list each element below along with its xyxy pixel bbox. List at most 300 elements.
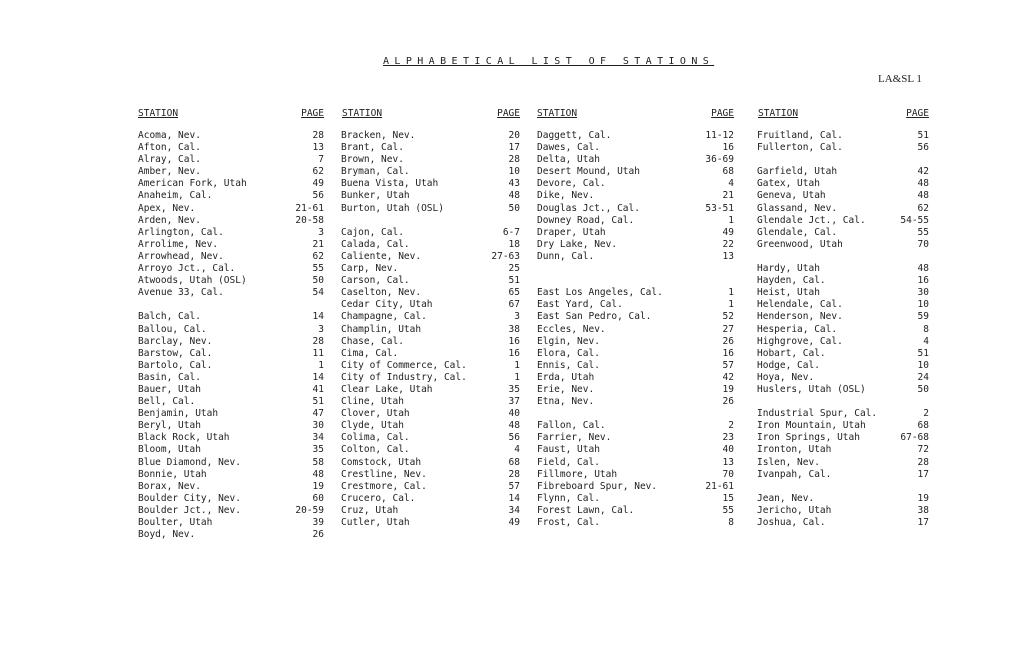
station-row <box>757 324 929 336</box>
station-row <box>537 166 734 178</box>
station-page: 23 <box>722 432 734 444</box>
station-name: Frost, Cal. <box>537 517 600 528</box>
station-page: 48 <box>917 263 929 275</box>
station-page: 51 <box>508 275 520 287</box>
station-page: 19 <box>312 480 324 492</box>
station-page: 4 <box>514 444 520 456</box>
station-name: Colima, Cal. <box>341 432 410 444</box>
station-page: 49 <box>722 226 734 238</box>
station-page: 55 <box>312 263 324 275</box>
station-name: Buena Vista, Utah <box>341 178 439 190</box>
station-row <box>537 215 734 227</box>
station-row <box>757 517 929 529</box>
station-name: Afton, Cal. <box>138 142 201 154</box>
station-name: Desert Mound, Utah <box>537 166 640 178</box>
station-row <box>138 529 324 541</box>
station-name: Henderson, Nev. <box>757 311 843 323</box>
station-page: 50 <box>312 275 324 287</box>
station-header-4: STATION <box>758 108 799 119</box>
station-name: Huslers, Utah (OSL) <box>757 383 866 395</box>
station-row <box>757 420 929 432</box>
station-row <box>138 432 324 444</box>
station-name: Highgrove, Cal. <box>757 335 843 347</box>
station-page: 59 <box>917 311 929 323</box>
station-row <box>537 396 734 408</box>
station-page: 26 <box>722 396 734 408</box>
station-row <box>757 287 929 299</box>
station-row <box>138 166 324 178</box>
station-row <box>138 142 324 154</box>
station-page: 15 <box>722 492 734 504</box>
station-name: Heist, Utah <box>757 287 820 299</box>
station-name: Iron Mountain, Utah <box>757 420 866 432</box>
station-row <box>138 178 324 190</box>
station-page: 1 <box>514 371 520 383</box>
station-name: Fallon, Cal. <box>537 420 606 432</box>
station-page: 20-58 <box>295 214 324 226</box>
station-row <box>537 311 734 323</box>
station-page: 30 <box>312 420 324 432</box>
station-page: 28 <box>312 130 324 141</box>
station-row <box>757 239 929 251</box>
station-row <box>138 275 324 287</box>
station-name: Flynn, Cal. <box>537 492 600 504</box>
station-row <box>341 166 520 178</box>
station-page: 3 <box>318 323 324 335</box>
station-page: 1 <box>728 214 734 226</box>
station-page: 51 <box>917 130 929 141</box>
station-name: Arrowhead, Nev. <box>138 250 224 262</box>
station-row <box>138 384 324 396</box>
station-row <box>138 493 324 505</box>
document-title: ALPHABETICAL LIST OF STATIONS <box>383 56 715 67</box>
station-name: Ballou, Cal. <box>138 323 207 335</box>
station-name: Bracken, Nev. <box>341 130 416 141</box>
station-name: Ivanpah, Cal. <box>757 468 832 480</box>
station-name: Hoya, Nev. <box>757 371 815 383</box>
station-row <box>138 420 324 432</box>
station-name: Boulder City, Nev. <box>138 492 241 504</box>
station-row <box>757 190 929 202</box>
station-page: 35 <box>508 383 520 395</box>
station-name: Balch, Cal. <box>138 311 201 323</box>
station-name: Cruz, Utah <box>341 504 399 516</box>
station-page: 17 <box>508 142 520 154</box>
station-name: Crestline, Nev. <box>341 468 427 480</box>
station-name: Bauer, Utah <box>138 383 201 395</box>
station-page: 55 <box>722 504 734 516</box>
station-name: Anaheim, Cal. <box>138 190 213 202</box>
station-name: Ironton, Utah <box>757 444 832 456</box>
station-page: 20-59 <box>295 504 324 516</box>
station-name: Beryl, Utah <box>138 420 201 432</box>
station-page: 14 <box>508 492 520 504</box>
station-page: 37 <box>508 396 520 408</box>
station-row <box>341 336 520 348</box>
station-page: 60 <box>312 492 324 504</box>
station-page: 4 <box>728 178 734 190</box>
station-page: 16 <box>722 347 734 359</box>
station-name: Benjamin, Utah <box>138 408 219 420</box>
station-name: Clyde, Utah <box>341 420 404 432</box>
station-row <box>138 372 324 384</box>
station-name: Brant, Cal. <box>341 142 404 154</box>
station-row <box>537 420 734 432</box>
station-name: Dawes, Cal. <box>537 142 600 154</box>
station-row <box>757 178 929 190</box>
station-page: 1 <box>514 359 520 371</box>
station-row <box>537 299 734 311</box>
station-page: 14 <box>312 311 324 323</box>
station-header-3: STATION <box>537 108 578 119</box>
station-page: 67 <box>508 299 520 311</box>
station-name: Black Rock, Utah <box>138 432 230 444</box>
station-page: 38 <box>508 323 520 335</box>
station-row <box>537 517 734 529</box>
station-name: Dry Lake, Nev. <box>537 238 618 250</box>
station-row <box>341 190 520 202</box>
station-name: Hesperia, Cal. <box>757 323 838 335</box>
station-name: Hayden, Cal. <box>757 275 826 287</box>
station-row <box>757 432 929 444</box>
station-page: 35 <box>312 444 324 456</box>
document-code: LA&SL 1 <box>878 73 922 85</box>
station-row <box>138 311 324 323</box>
station-row <box>341 251 520 263</box>
station-row <box>757 311 929 323</box>
station-page: 25 <box>508 263 520 275</box>
station-row <box>341 275 520 287</box>
station-row <box>537 360 734 372</box>
station-page: 2 <box>923 408 929 420</box>
station-row <box>757 384 929 396</box>
station-row <box>341 396 520 408</box>
station-name: Caliente, Nev. <box>341 250 422 262</box>
station-row <box>138 227 324 239</box>
station-page: 8 <box>728 517 734 528</box>
station-row <box>341 154 520 166</box>
station-row <box>341 493 520 505</box>
station-page: 40 <box>508 408 520 420</box>
station-name: Douglas Jct., Cal. <box>537 202 640 214</box>
station-page: 11 <box>312 347 324 359</box>
station-name: Greenwood, Utah <box>757 238 843 250</box>
station-name: Cima, Cal. <box>341 347 399 359</box>
station-page: 2 <box>728 420 734 432</box>
station-row <box>537 178 734 190</box>
station-page: 28 <box>312 335 324 347</box>
station-page: 47 <box>312 408 324 420</box>
station-row <box>341 311 520 323</box>
station-page: 1 <box>728 299 734 311</box>
station-name: Boulder Jct., Nev. <box>138 504 241 516</box>
station-page: 38 <box>917 504 929 516</box>
station-name: Fillmore, Utah <box>537 468 618 480</box>
station-page: 42 <box>722 371 734 383</box>
station-row <box>537 348 734 360</box>
station-row <box>537 203 734 215</box>
station-name: Fibreboard Spur, Nev. <box>537 480 658 492</box>
station-name: Atwoods, Utah (OSL) <box>138 275 247 287</box>
station-page: 56 <box>508 432 520 444</box>
station-name: East San Pedro, Cal. <box>537 311 652 323</box>
station-page: 16 <box>508 335 520 347</box>
station-row <box>537 444 734 456</box>
station-name: Iron Springs, Utah <box>757 432 860 444</box>
station-page: 11-12 <box>705 130 734 141</box>
station-row <box>341 481 520 493</box>
station-row <box>757 360 929 372</box>
station-row <box>138 251 324 263</box>
station-page: 7 <box>318 154 324 166</box>
station-page: 48 <box>508 420 520 432</box>
station-page: 13 <box>722 456 734 468</box>
station-name: Amber, Nev. <box>138 166 201 178</box>
station-row <box>537 190 734 202</box>
station-name: Draper, Utah <box>537 226 606 238</box>
station-page: 30 <box>917 287 929 299</box>
station-name: Fullerton, Cal. <box>757 142 843 154</box>
station-row <box>757 505 929 517</box>
station-name: Bell, Cal. <box>138 396 196 408</box>
station-name: Dike, Nev. <box>537 190 595 202</box>
station-name: Elgin, Nev. <box>537 335 600 347</box>
station-row <box>757 469 929 481</box>
station-name: City of Commerce, Cal. <box>341 359 467 371</box>
station-row <box>757 263 929 275</box>
station-name: Carp, Nev. <box>341 263 399 275</box>
station-header-2: STATION <box>342 108 383 119</box>
station-page: 54-55 <box>900 214 929 226</box>
station-name: Eccles, Nev. <box>537 323 606 335</box>
station-row <box>341 299 520 311</box>
station-page: 1 <box>728 287 734 299</box>
station-row <box>537 408 734 420</box>
station-page: 10 <box>917 299 929 311</box>
station-row <box>537 372 734 384</box>
station-name: Arden, Nev. <box>138 214 201 226</box>
station-page: 34 <box>508 504 520 516</box>
station-name: Fruitland, Cal. <box>757 130 843 141</box>
station-page: 56 <box>312 190 324 202</box>
station-name: Bloom, Utah <box>138 444 201 456</box>
station-row <box>537 154 734 166</box>
station-name: Comstock, Utah <box>341 456 422 468</box>
station-row <box>757 348 929 360</box>
station-name: Avenue 33, Cal. <box>138 287 224 299</box>
station-row <box>138 444 324 456</box>
station-page: 51 <box>917 347 929 359</box>
station-name: Barstow, Cal. <box>138 347 213 359</box>
station-row <box>757 215 929 227</box>
station-page: 40 <box>722 444 734 456</box>
station-name: Field, Cal. <box>537 456 600 468</box>
station-page: 48 <box>917 190 929 202</box>
station-page: 20 <box>508 130 520 141</box>
station-header-1: STATION <box>138 108 179 119</box>
page-header-2: PAGE <box>497 108 520 119</box>
station-name: Crestmore, Cal. <box>341 480 427 492</box>
station-page: 3 <box>318 226 324 238</box>
station-row <box>757 142 929 154</box>
station-page: 70 <box>722 468 734 480</box>
station-row <box>537 275 734 287</box>
station-name: Cajon, Cal. <box>341 226 404 238</box>
station-page: 41 <box>312 383 324 395</box>
station-row <box>537 130 734 142</box>
station-row <box>537 469 734 481</box>
page-header-3: PAGE <box>711 108 734 119</box>
station-row <box>138 154 324 166</box>
station-page: 1 <box>318 359 324 371</box>
station-row <box>537 142 734 154</box>
station-row <box>757 154 929 166</box>
station-page: 21 <box>722 190 734 202</box>
station-name: East Yard, Cal. <box>537 299 623 311</box>
station-row <box>138 481 324 493</box>
station-name: Calada, Cal. <box>341 238 410 250</box>
station-row <box>138 396 324 408</box>
station-column-2 <box>341 130 520 529</box>
station-page: 4 <box>923 335 929 347</box>
station-page: 21-61 <box>295 202 324 214</box>
station-row <box>138 517 324 529</box>
station-row <box>757 336 929 348</box>
station-name: Faust, Utah <box>537 444 600 456</box>
station-row <box>138 505 324 517</box>
station-name: Bonnie, Utah <box>138 468 207 480</box>
station-page: 62 <box>312 166 324 178</box>
station-row <box>341 517 520 529</box>
station-row <box>757 481 929 493</box>
station-name: Cutler, Utah <box>341 517 410 528</box>
station-row <box>341 215 520 227</box>
station-row <box>537 493 734 505</box>
station-page: 65 <box>508 287 520 299</box>
station-page: 70 <box>917 238 929 250</box>
station-page: 27 <box>722 323 734 335</box>
station-row <box>341 457 520 469</box>
station-page: 34 <box>312 432 324 444</box>
station-row <box>138 469 324 481</box>
station-name: Brown, Nev. <box>341 154 404 166</box>
station-page: 49 <box>312 178 324 190</box>
station-row <box>537 457 734 469</box>
station-page: 18 <box>508 238 520 250</box>
station-row <box>138 287 324 299</box>
station-name: Boyd, Nev. <box>138 529 196 541</box>
station-page: 43 <box>508 178 520 190</box>
station-name: American Fork, Utah <box>138 178 247 190</box>
station-row <box>537 227 734 239</box>
station-row <box>341 360 520 372</box>
station-name: Carson, Cal. <box>341 275 410 287</box>
station-page: 58 <box>312 456 324 468</box>
station-name: Hobart, Cal. <box>757 347 826 359</box>
station-name: Industrial Spur, Cal. <box>757 408 878 420</box>
station-name: Erda, Utah <box>537 371 595 383</box>
station-row <box>341 324 520 336</box>
station-page: 14 <box>312 371 324 383</box>
station-row <box>537 432 734 444</box>
station-page: 50 <box>508 202 520 214</box>
station-page: 17 <box>917 468 929 480</box>
station-page: 53-51 <box>705 202 734 214</box>
station-page: 68 <box>722 166 734 178</box>
station-row <box>757 408 929 420</box>
station-row <box>341 142 520 154</box>
station-name: Erie, Nev. <box>537 383 595 395</box>
station-row <box>341 178 520 190</box>
station-name: Helendale, Cal. <box>757 299 843 311</box>
station-row <box>341 469 520 481</box>
station-column-1 <box>138 130 324 541</box>
station-page: 49 <box>508 517 520 528</box>
station-page: 28 <box>508 468 520 480</box>
station-row <box>757 251 929 263</box>
station-name: Joshua, Cal. <box>757 517 826 528</box>
station-name: Alray, Cal. <box>138 154 201 166</box>
station-name: Acoma, Nev. <box>138 130 201 141</box>
station-page: 28 <box>917 456 929 468</box>
station-page: 52 <box>722 311 734 323</box>
station-row <box>341 263 520 275</box>
station-name: City of Industry, Cal. <box>341 371 467 383</box>
station-row <box>757 299 929 311</box>
station-name: Barclay, Nev. <box>138 335 213 347</box>
station-name: Daggett, Cal. <box>537 130 612 141</box>
station-name: Downey Road, Cal. <box>537 214 635 226</box>
station-name: East Los Angeles, Cal. <box>537 287 663 299</box>
station-row <box>341 420 520 432</box>
station-row <box>138 408 324 420</box>
station-row <box>341 384 520 396</box>
station-name: Bryman, Cal. <box>341 166 410 178</box>
station-name: Arroyo Jct., Cal. <box>138 263 236 275</box>
station-page: 21 <box>312 238 324 250</box>
station-row <box>757 130 929 142</box>
station-page: 19 <box>917 492 929 504</box>
station-row <box>138 239 324 251</box>
station-name: Champlin, Utah <box>341 323 422 335</box>
station-row <box>537 336 734 348</box>
station-page: 13 <box>722 250 734 262</box>
station-name: Forest Lawn, Cal. <box>537 504 635 516</box>
station-name: Burton, Utah (OSL) <box>341 202 444 214</box>
station-row <box>537 239 734 251</box>
station-row <box>757 275 929 287</box>
station-row <box>757 457 929 469</box>
station-page: 68 <box>917 420 929 432</box>
station-row <box>138 130 324 142</box>
station-name: Etna, Nev. <box>537 396 595 408</box>
station-row <box>138 324 324 336</box>
station-row <box>757 227 929 239</box>
station-page: 48 <box>312 468 324 480</box>
station-row <box>341 130 520 142</box>
station-name: Islen, Nev. <box>757 456 820 468</box>
station-page: 13 <box>312 142 324 154</box>
station-name: Delta, Utah <box>537 154 600 166</box>
station-row <box>341 432 520 444</box>
station-name: Elora, Cal. <box>537 347 600 359</box>
station-row <box>537 505 734 517</box>
station-row <box>757 493 929 505</box>
station-name: Geneva, Utah <box>757 190 826 202</box>
station-page: 54 <box>312 287 324 299</box>
station-name: Hodge, Cal. <box>757 359 820 371</box>
station-page: 26 <box>722 335 734 347</box>
